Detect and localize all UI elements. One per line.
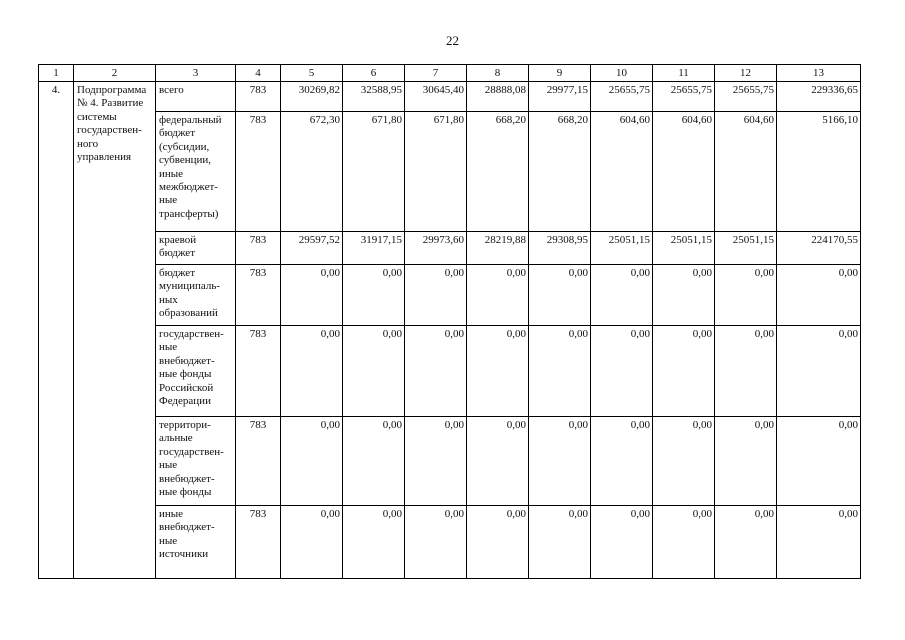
value-cell: 0,00 [343,417,405,506]
value-cell: 0,00 [281,326,343,417]
value-cell: 0,00 [405,506,467,579]
column-number: 11 [653,65,715,82]
value-cell: 0,00 [467,417,529,506]
total-cell: 5166,10 [777,112,861,232]
value-cell: 0,00 [715,417,777,506]
column-number: 8 [467,65,529,82]
value-cell: 0,00 [281,506,343,579]
value-cell: 0,00 [343,506,405,579]
value-cell: 0,00 [653,506,715,579]
funding-source: федеральный бюджет (субсидии, субвенции, иные межбюджет- ные трансферты) [156,112,236,232]
code-cell: 783 [236,82,281,112]
table-row [39,232,861,265]
column-number: 7 [405,65,467,82]
code-cell: 783 [236,326,281,417]
value-cell: 0,00 [653,326,715,417]
value-cell: 671,80 [405,112,467,232]
funding-source: бюджет муниципаль- ных образований [156,265,236,326]
code-cell: 783 [236,112,281,232]
value-cell: 671,80 [343,112,405,232]
value-cell: 0,00 [591,417,653,506]
value-cell: 0,00 [529,326,591,417]
table-row [39,112,861,232]
table-row [39,506,861,579]
value-cell: 28888,08 [467,82,529,112]
value-cell: 0,00 [405,326,467,417]
value-cell: 0,00 [591,506,653,579]
column-number: 2 [74,65,156,82]
value-cell: 29973,60 [405,232,467,265]
table-row [39,265,861,326]
total-cell: 0,00 [777,265,861,326]
total-cell: 0,00 [777,506,861,579]
value-cell: 0,00 [529,417,591,506]
value-cell: 0,00 [405,265,467,326]
value-cell: 25051,15 [653,232,715,265]
value-cell: 0,00 [715,265,777,326]
code-cell: 783 [236,232,281,265]
value-cell: 25655,75 [591,82,653,112]
value-cell: 0,00 [715,506,777,579]
value-cell: 0,00 [467,265,529,326]
total-cell: 0,00 [777,326,861,417]
value-cell: 604,60 [653,112,715,232]
value-cell: 0,00 [467,506,529,579]
value-cell: 25655,75 [653,82,715,112]
value-cell: 0,00 [653,265,715,326]
value-cell: 668,20 [467,112,529,232]
column-number: 13 [777,65,861,82]
value-cell: 29977,15 [529,82,591,112]
funding-source: государствен- ные внебюджет- ные фонды Российской Федерации [156,326,236,417]
column-number: 9 [529,65,591,82]
value-cell: 672,30 [281,112,343,232]
page-number: 22 [446,33,459,48]
program-name: Подпрограмма № 4. Развитие системы государствен- ного управления [74,82,156,579]
table-row [39,82,861,112]
value-cell: 0,00 [405,417,467,506]
value-cell: 0,00 [343,265,405,326]
funding-source: всего [156,82,236,112]
value-cell: 28219,88 [467,232,529,265]
table-row [39,326,861,417]
value-cell: 0,00 [529,506,591,579]
column-number: 1 [39,65,74,82]
value-cell: 25051,15 [591,232,653,265]
column-number: 4 [236,65,281,82]
column-number: 10 [591,65,653,82]
value-cell: 604,60 [591,112,653,232]
total-cell: 229336,65 [777,82,861,112]
value-cell: 0,00 [281,265,343,326]
column-number: 3 [156,65,236,82]
value-cell: 0,00 [343,326,405,417]
total-cell: 0,00 [777,417,861,506]
value-cell: 32588,95 [343,82,405,112]
budget-table [38,64,861,579]
value-cell: 0,00 [591,265,653,326]
column-number: 6 [343,65,405,82]
value-cell: 25655,75 [715,82,777,112]
column-number: 12 [715,65,777,82]
value-cell: 29597,52 [281,232,343,265]
value-cell: 0,00 [529,265,591,326]
value-cell: 0,00 [281,417,343,506]
value-cell: 604,60 [715,112,777,232]
code-cell: 783 [236,265,281,326]
funding-source: территори- альные государствен- ные внебюджет- ные фонды [156,417,236,506]
value-cell: 668,20 [529,112,591,232]
value-cell: 25051,15 [715,232,777,265]
funding-source: иные внебюджет- ные источники [156,506,236,579]
value-cell: 0,00 [715,326,777,417]
row-index: 4. [39,82,74,579]
value-cell: 0,00 [591,326,653,417]
value-cell: 0,00 [467,326,529,417]
funding-source: краевой бюджет [156,232,236,265]
table-row [39,417,861,506]
value-cell: 0,00 [653,417,715,506]
value-cell: 30645,40 [405,82,467,112]
value-cell: 31917,15 [343,232,405,265]
value-cell: 30269,82 [281,82,343,112]
column-number: 5 [281,65,343,82]
value-cell: 29308,95 [529,232,591,265]
code-cell: 783 [236,417,281,506]
code-cell: 783 [236,506,281,579]
column-number-row [39,65,861,82]
total-cell: 224170,55 [777,232,861,265]
